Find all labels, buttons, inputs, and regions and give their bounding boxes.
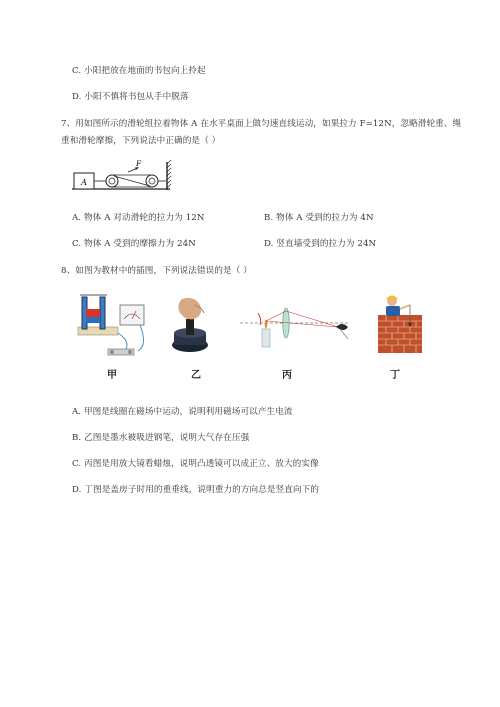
figure-bing-lens-candle	[238, 305, 358, 355]
q8-option-b: B. 乙图是墨水被吸进钢笔，说明大气存在压强	[72, 433, 250, 443]
q8-option-c: C. 丙图是用放大镜看蜡烛，说明凸透镜可以成正立、放大的实像	[72, 459, 319, 469]
brick-wall	[378, 315, 422, 353]
figure-yi-pen-ink	[168, 295, 214, 357]
q7-option-d: D. 竖直墙受到的拉力为 24N	[264, 239, 377, 249]
caption-bing: 丙	[282, 370, 292, 381]
force-label: F	[136, 159, 142, 168]
caption-ding: 丁	[390, 370, 400, 381]
q7-option-a: A. 物体 A 对动滑轮的拉力为 12N	[72, 213, 205, 223]
caption-yi: 乙	[191, 370, 201, 381]
q7-stem-line2: 重和滑轮摩擦，下列说法中正确的是（ ）	[61, 136, 221, 146]
q8-stem: 8、如图为教材中的插图，下列说法错误的是（ ）	[61, 266, 252, 276]
block-a-label: A	[81, 178, 87, 187]
figure-jia-induction	[68, 289, 160, 369]
worker	[386, 296, 410, 317]
q8-option-a: A. 甲图是线圈在磁场中运动，说明利用磁场可以产生电流	[72, 407, 293, 417]
pulley-figure	[70, 158, 180, 194]
caption-jia: 甲	[107, 370, 117, 381]
q6-option-c: C. 小阳把放在地面的书包向上拎起	[72, 66, 206, 76]
q7-option-c: C. 物体 A 受到的摩擦力为 24N	[72, 239, 196, 249]
q6-option-d: D. 小阳不慎将书包从手中脱落	[72, 92, 189, 102]
q7-stem-line1: 7、用如图所示的滑轮组拉着物体 A 在水平桌面上做匀速直线运动，如果拉力 F=12N，忽略滑轮重、绳	[61, 119, 462, 129]
q8-option-d: D. 丁图是盖房子时用的重垂线，说明重力的方向总是竖直向下的	[72, 485, 320, 495]
figure-ding-plumb-line	[372, 293, 428, 355]
q7-option-b: B. 物体 A 受到的拉力为 4N	[264, 213, 374, 223]
